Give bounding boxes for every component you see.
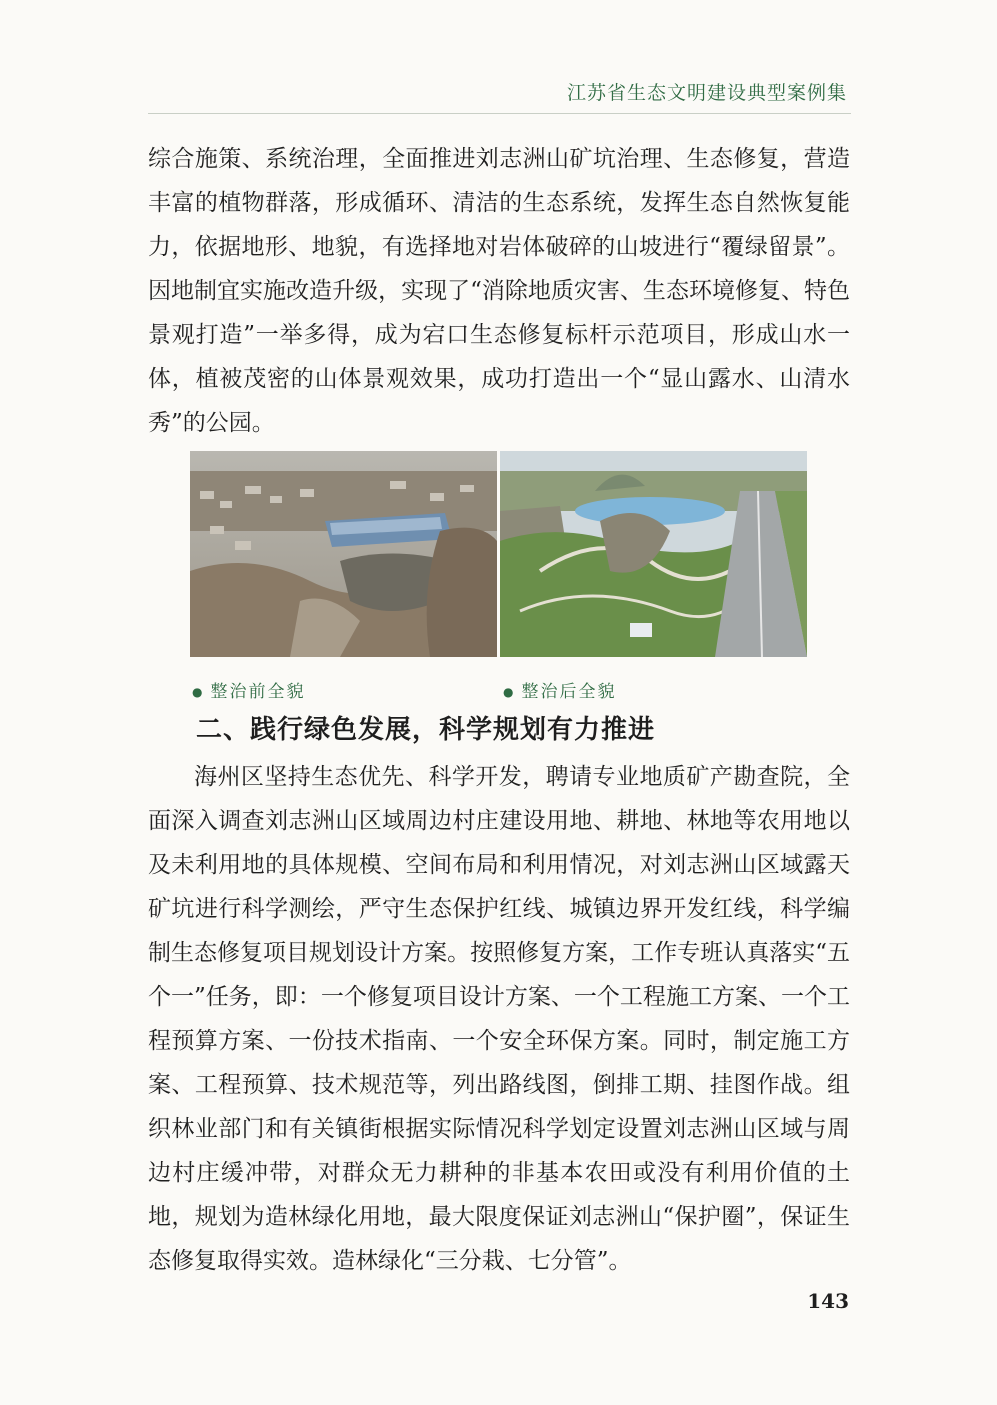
body-paragraph-1: 综合施策、系统治理，全面推进刘志洲山矿坑治理、生态修复，营造丰富的植物群落，形成循环、清洁的生态系统，发挥生态自然恢复能力，依据地形、地貌，有选择地对岩体破碎的山坡进行“覆绿留景”。因地制宜实施改造升级，实现了“消除地质灾害、生态环境修复、特色景观打造”一举多得，成为宕口生态修复标杆示范项目，形成山水一体，植被茂密的山体景观效果，成功打造出一个“显山露水、山清水秀”的公园。	[148, 146, 850, 436]
photo-after-renovation	[500, 451, 807, 657]
caption-after	[503, 677, 616, 702]
bullet-icon: ●	[503, 685, 516, 699]
caption-before-text: 整治前全貌	[210, 682, 306, 702]
caption-before	[192, 677, 305, 702]
photo-before-renovation	[190, 451, 497, 657]
body-paragraph-2: 海州区坚持生态优先、科学开发，聘请专业地质矿产勘查院，全面深入调查刘志洲山区域周边村庄建设用地、耕地、林地等农用地以及未利用地的具体规模、空间布局和利用情况，对刘志洲山区域露天矿坑进行科学测绘，严守生态保护红线、城镇边界开发红线，科学编制生态修复项目规划设计方案。按照修复方案，工作专班认真落实“五个一”任务，即：一个修复项目设计方案、一个工程施工方案、一个工程预算方案、一份技术指南、一个安全环保方案。同时，制定施工方案、工程预算、技术规范等，列出路线图，倒排工期、挂图作战。组织林业部门和有关镇街根据实际情况科学划定设置刘志洲山区域与周边村庄缓冲带，对群众无力耕种的非基本农田或没有利用价值的土地，规划为造林绿化用地，最大限度保证刘志洲山“保护圈”，保证生态修复取得实效。造林绿化“三分栽、七分管”。	[148, 764, 850, 1274]
running-header: 江苏省生态文明建设典型案例集	[566, 82, 847, 104]
bullet-icon: ●	[192, 685, 205, 699]
page-number: 143	[807, 1289, 849, 1313]
header-rule	[148, 113, 851, 114]
section-heading: 二、践行绿色发展，科学规划有力推进	[196, 715, 656, 745]
caption-after-text: 整治后全貌	[521, 682, 617, 702]
